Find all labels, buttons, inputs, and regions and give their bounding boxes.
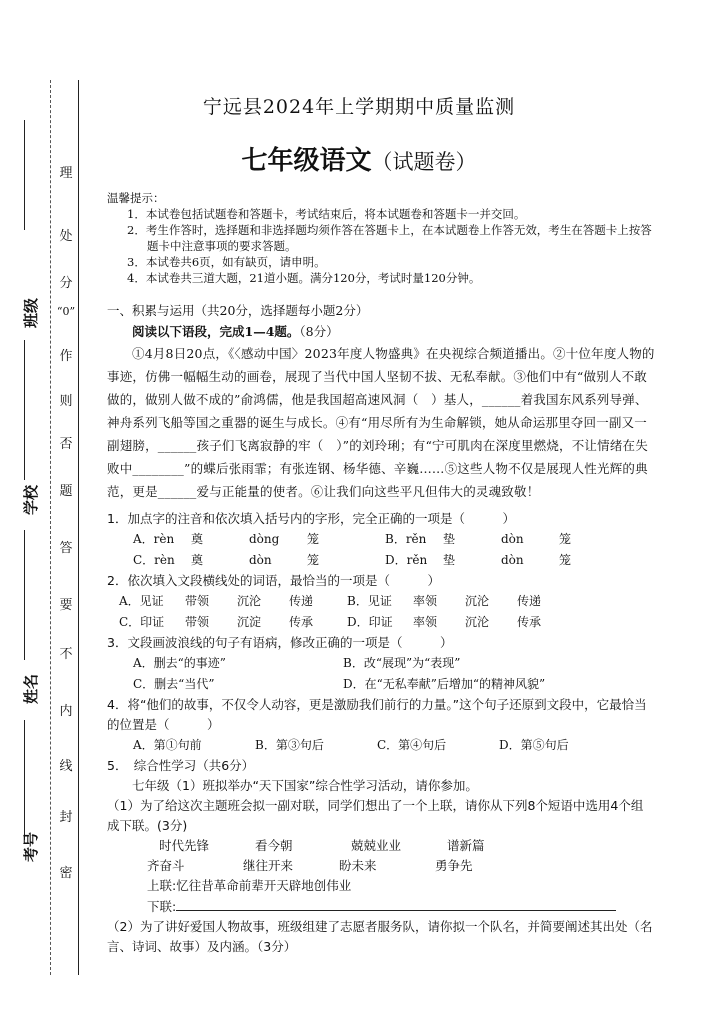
subject-subtitle: （试题卷） bbox=[371, 150, 477, 174]
couplet-lower bbox=[107, 896, 655, 917]
option-cell: 带领 bbox=[185, 615, 210, 629]
option-cell[interactable]: C．rèn bbox=[133, 553, 175, 567]
notice-char: 作 bbox=[59, 349, 73, 364]
notice-char: 密 bbox=[59, 866, 73, 881]
option-c[interactable]: C．第④句后 bbox=[377, 738, 447, 752]
option-cell[interactable]: A．见证 bbox=[119, 594, 164, 608]
option-b[interactable]: B．第③句后 bbox=[255, 738, 324, 752]
option-cell: 传递 bbox=[289, 594, 314, 608]
option-cell[interactable]: A．rèn bbox=[133, 532, 175, 546]
phrase: 看今朝 bbox=[255, 838, 293, 853]
tip-item: 4．本试卷共三道大题，21道小题。满分120分，考试时量120分钟。 bbox=[127, 271, 481, 285]
phrase: 勇争先 bbox=[435, 858, 473, 873]
margin-rule bbox=[78, 80, 79, 975]
phrase: 兢兢业业 bbox=[351, 838, 402, 853]
notice-char: 分 bbox=[59, 276, 73, 291]
couplet-upper: 上联:忆往昔革命前辈开天辟地创伟业 bbox=[147, 878, 352, 893]
option-d[interactable]: D．第⑤句后 bbox=[499, 738, 569, 752]
option-cell[interactable]: B．rěn bbox=[385, 532, 427, 546]
question-1-options-row1 bbox=[107, 529, 655, 550]
question-2-options-row1 bbox=[107, 591, 655, 612]
question-5-part1: （1）为了给这次主题班会拟一副对联，同学们想出了一个上联，请你从下列8个短语中选用4个组成下联。(3分) bbox=[107, 798, 644, 833]
tip-item: 3．本试卷共6页，如有缺页，请申明。 bbox=[127, 255, 326, 269]
subject-title bbox=[0, 140, 718, 177]
option-cell: 笼 bbox=[559, 532, 572, 546]
reading-passage: ①4月8日20点，《〈感动中国〉2023年度人物盛典》在央视综合频道播出。②十位年度人物的事迹，仿佛一幅幅生动的画卷，展现了当代中国人坚韧不拔、无私奉献。③他们中有“做别人不敢做的，做别人做不成的”俞鸿儒，他是我国超高速风洞（ ）基人，______着我国东风系列导弹、神舟系列飞船等国之重器的诞生与成长。④有“用尽所有为生命解锁，她从命运那里夺回一副又一副翅膀，______孩子们飞离寂静的牢（ ）”的刘玲琍；有“宁可肌肉在深度里燃烧，不让情绪在失败中________”的蝶后张雨霏；有张连钢、杨华德、辛巍……⑤这些人物不仅是展现人性光辉的典范，更是______爱与正能量的使者。⑥让我们向这些平凡但伟大的灵魂致敬！ bbox=[107, 346, 655, 499]
question-4-stem: 4．将“他们的故事，不仅令人动容，更是激励我们前行的力量。”这个句子还原到文段中，它最恰当的位置是（ ） bbox=[107, 697, 647, 732]
notice-char: 题 bbox=[59, 484, 73, 499]
reading-prompt-text: 阅读以下语段，完成1—4题。 bbox=[132, 324, 300, 339]
subject-name: 七年级语文 bbox=[241, 146, 372, 176]
reading-prompt bbox=[107, 321, 655, 342]
option-cell: 笼 bbox=[307, 553, 320, 567]
option-cell: 奠 bbox=[191, 553, 204, 567]
exam-content bbox=[107, 190, 655, 957]
option-cell: 沉沦 bbox=[465, 615, 490, 629]
notice-char: 不 bbox=[59, 647, 73, 662]
name-label: 姓名 bbox=[22, 673, 40, 704]
option-cell: 笼 bbox=[559, 553, 572, 567]
phrase: 齐奋斗 bbox=[147, 858, 185, 873]
tips-heading: 温馨提示： bbox=[107, 191, 165, 205]
option-cell: 沉淀 bbox=[237, 615, 262, 629]
option-cell: 沉沦 bbox=[237, 594, 262, 608]
notice-char: 答 bbox=[59, 541, 73, 556]
question-3-options-row2 bbox=[107, 674, 655, 695]
couplet-lower-label: 下联: bbox=[147, 899, 177, 914]
notice-char: 线 bbox=[59, 759, 73, 774]
notice-char: 否 bbox=[59, 437, 73, 452]
notice-char: “0” bbox=[56, 305, 76, 318]
exam-number-label: 考号 bbox=[22, 831, 40, 862]
phrase: 盼未来 bbox=[339, 858, 377, 873]
exam-title: 宁远县2024年上学期期中质量监测 bbox=[202, 96, 516, 118]
option-cell: 垫 bbox=[443, 553, 456, 567]
option-a[interactable]: A．删去“的事迹” bbox=[133, 656, 226, 670]
option-cell: dòng bbox=[249, 532, 280, 546]
option-cell: 传递 bbox=[517, 594, 542, 608]
option-cell: 奠 bbox=[191, 532, 204, 546]
notice-char: 则 bbox=[59, 394, 73, 409]
question-2-stem: 2．依次填入文段横线处的词语，最恰当的一项是（ ） bbox=[107, 573, 440, 588]
option-b[interactable]: B．改“展现”为“表现” bbox=[343, 656, 461, 670]
question-2-options-row2 bbox=[107, 612, 655, 633]
option-cell[interactable]: D．rěn bbox=[385, 553, 428, 567]
option-cell: dòn bbox=[501, 532, 524, 546]
option-cell[interactable]: D．印证 bbox=[347, 615, 393, 629]
couplet-answer-line[interactable] bbox=[176, 896, 616, 911]
option-cell: 带领 bbox=[185, 594, 210, 608]
tip-item: 1．本试卷包括试题卷和答题卡，考试结束后，将本试题卷和答题卡一并交回。 bbox=[127, 207, 526, 221]
option-cell: 沉沦 bbox=[465, 594, 490, 608]
school-field-line[interactable] bbox=[24, 340, 25, 480]
question-4-options bbox=[107, 735, 655, 756]
notice-char: 要 bbox=[59, 598, 73, 613]
question-5-part2: （2）为了讲好爱国人物故事，班级组建了志愿者服务队，请你拟一个队名，并简要阐述其出处（名言、诗词、故事）及内涵。（3分） bbox=[107, 919, 653, 954]
phrase: 谱新篇 bbox=[447, 838, 485, 853]
question-5-stem: 5． 综合性学习（共6分） bbox=[107, 758, 255, 773]
phrase-row-1 bbox=[107, 836, 655, 856]
option-cell: dòn bbox=[501, 553, 524, 567]
section-heading: 一、积累与运用（共20分，选择题每小题2分） bbox=[107, 303, 369, 318]
tip-item: 2．考生作答时，选择题和非选择题均须作答在答题卡上，在本试题卷上作答无效，考生在答题卡上按答题卡中注意事项的要求答题。 bbox=[127, 223, 652, 253]
option-cell: 传承 bbox=[517, 615, 542, 629]
question-3-options-row1 bbox=[107, 653, 655, 674]
tips-block bbox=[107, 190, 655, 286]
binding-dashed-line bbox=[50, 80, 51, 975]
phrase: 继往开来 bbox=[243, 858, 294, 873]
notice-char: 内 bbox=[59, 704, 73, 719]
option-a[interactable]: A．第①句前 bbox=[133, 738, 202, 752]
phrase-row-2 bbox=[107, 856, 655, 876]
option-cell: dòn bbox=[249, 553, 272, 567]
option-cell: 笼 bbox=[307, 532, 320, 546]
option-cell: 率领 bbox=[413, 615, 438, 629]
exam-number-field-line[interactable] bbox=[24, 720, 25, 840]
option-cell[interactable]: C．印证 bbox=[119, 615, 165, 629]
option-d[interactable]: D．在“无私奉献”后增加“的精神风貌” bbox=[343, 677, 546, 691]
name-field-line[interactable] bbox=[24, 530, 25, 660]
question-1-options-row2 bbox=[107, 550, 655, 571]
phrase: 时代先锋 bbox=[159, 838, 210, 853]
notice-char: 处 bbox=[59, 229, 73, 244]
question-1-stem: 1．加点字的注音和依次填入括号内的字形，完全正确的一项是（ ） bbox=[107, 511, 515, 526]
option-cell[interactable]: B．见证 bbox=[347, 594, 392, 608]
school-label: 学校 bbox=[22, 484, 40, 515]
reading-prompt-score: （8分） bbox=[299, 324, 339, 339]
class-label: 班级 bbox=[22, 297, 40, 328]
option-cell: 垫 bbox=[443, 532, 456, 546]
option-cell: 传承 bbox=[289, 615, 314, 629]
notice-char: 封 bbox=[59, 810, 73, 825]
question-3-stem: 3．文段画波浪线的句子有语病，修改正确的一项是（ ） bbox=[107, 635, 453, 650]
question-5-intro: 七年级（1）班拟举办“天下国家”综合性学习活动，请你参加。 bbox=[132, 778, 478, 793]
notice-char: 理 bbox=[59, 166, 73, 181]
option-c[interactable]: C．删去“当代” bbox=[133, 677, 215, 691]
option-cell: 率领 bbox=[413, 594, 438, 608]
